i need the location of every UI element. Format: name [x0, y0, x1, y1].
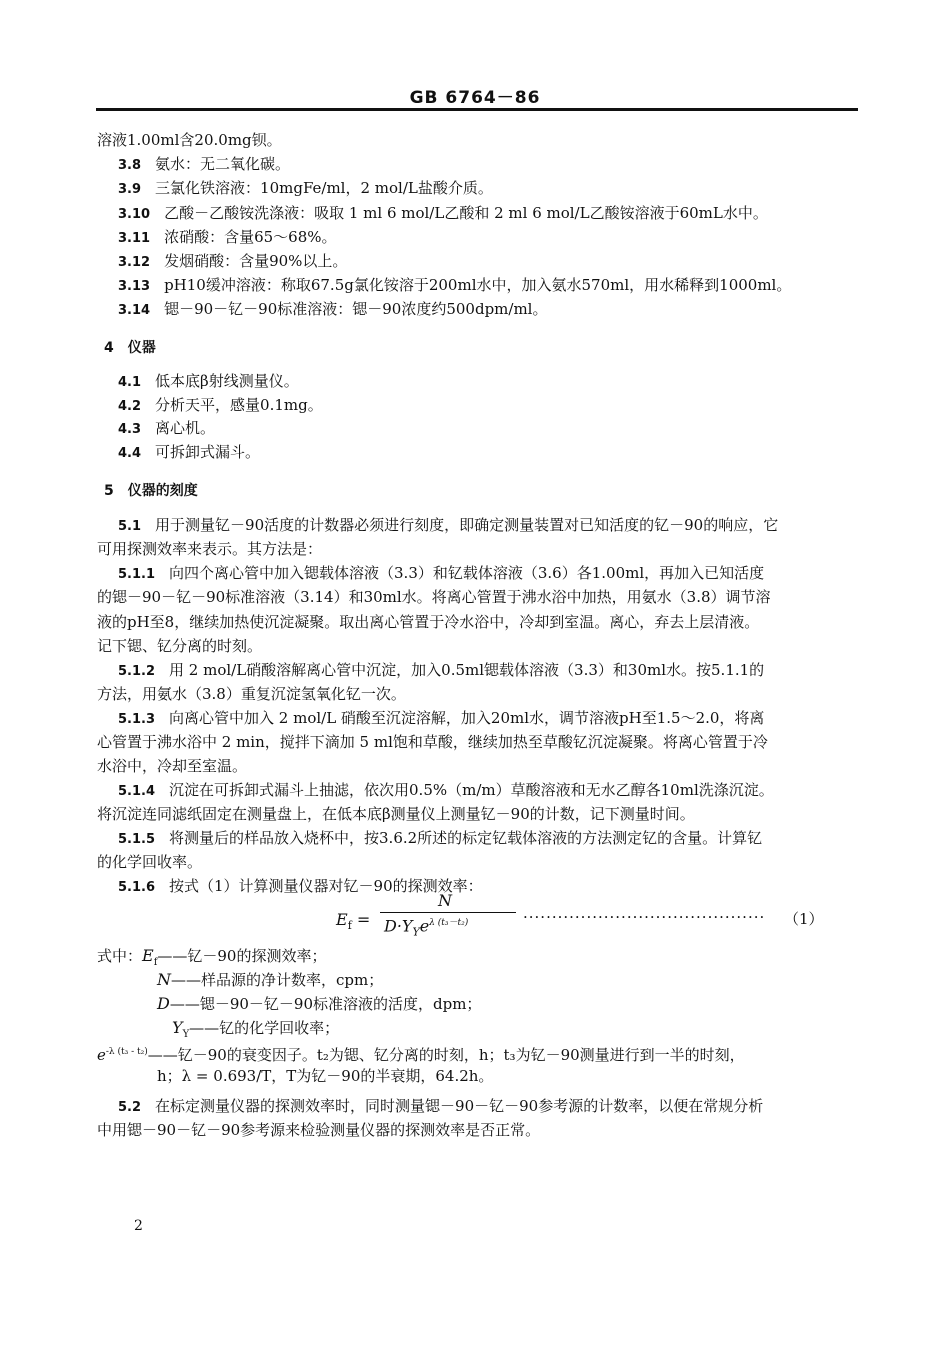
list-item — [118, 155, 290, 175]
list-item — [97, 131, 282, 149]
paragraph-number: 5.1 — [118, 519, 142, 534]
item-text: 浓硝酸：含量65～68%。 — [164, 228, 337, 246]
formula-numerator: N — [438, 891, 452, 910]
paragraph-number: 5.1.1 — [118, 567, 156, 582]
list-item — [118, 419, 215, 439]
item-text: 溶液1.00ml含20.0mg钡。 — [97, 131, 282, 149]
paragraph-line: 将测量后的样品放入烧杯中，按3.6.2所述的标定钇载体溶液的方法测定钇的含量。计算钇 — [169, 829, 763, 847]
paragraph-5-1 — [118, 516, 778, 536]
paragraph-line: 将沉淀连同滤纸固定在测量盘上，在低本底β测量仪上测量钇－90的计数，记下测量时间。 — [97, 805, 695, 823]
where-item: D——锶－90－钇－90标准溶液的活度，dpm； — [157, 994, 482, 1013]
item-number: 3.12 — [118, 255, 151, 270]
paragraph-number: 5.1.2 — [118, 664, 156, 679]
header-rule — [96, 108, 858, 111]
paragraph-line: 记下锶、钇分离的时刻。 — [97, 637, 263, 655]
item-text: 三氯化铁溶液：10mgFe/ml，2 mol/L盐酸介质。 — [155, 179, 493, 197]
list-item — [118, 228, 337, 248]
paragraph-line: 液的pH至8，继续加热使沉淀凝聚。取出离心管置于冷水浴中，冷却到室温。离心，弃去上层清液。 — [97, 613, 760, 631]
where-item: $e^{-\lambda (t_3 - t_2)}——$钇－90的衰变因子。t₂为锶、钇分离的时刻，h；t₃为钇－90测量进行到一半的时刻， — [97, 1046, 745, 1064]
paragraph-5-1-4 — [118, 781, 774, 801]
paragraph-number: 5.1.3 — [118, 712, 156, 727]
item-text: 乙酸－乙酸铵洗涤液：吸取 1 ml 6 mol/L乙酸和 2 ml 6 mol/L乙酸铵溶液于60mL水中。 — [164, 204, 768, 222]
item-number: 3.10 — [118, 207, 151, 222]
item-text: 氨水：无二氧化碳。 — [155, 155, 291, 173]
item-text: 可拆卸式漏斗。 — [155, 443, 261, 461]
item-text: 发烟硝酸：含量90%以上。 — [164, 252, 348, 270]
paragraph-line: 在标定测量仪器的探测效率时，同时测量锶－90－钇－90参考源的计数率，以便在常规分析 — [155, 1097, 764, 1115]
paragraph-line: 方法，用氨水（3.8）重复沉淀氢氧化钇一次。 — [97, 685, 406, 703]
paragraph-5-1-3 — [118, 709, 764, 729]
paragraph-5-1-2 — [118, 661, 764, 681]
paragraph-line: 沉淀在可拆卸式漏斗上抽滤，依次用0.5%（m/m）草酸溶液和无水乙醇各10ml洗涤沉淀。 — [169, 781, 774, 799]
list-item — [118, 396, 323, 416]
where-item: $E_f——$钇－90的探测效率； — [142, 946, 327, 968]
item-text: 离心机。 — [155, 419, 216, 437]
paragraph-line: 水浴中，冷却至室温。 — [97, 757, 248, 775]
item-number: 4.1 — [118, 375, 142, 390]
paragraph-number: 5.2 — [118, 1100, 142, 1115]
list-item — [118, 204, 768, 224]
formula-number: （1） — [784, 910, 824, 928]
where-continuation: h；λ = 0.693/T，T为钇－90的半衰期，64.2h。 — [157, 1067, 494, 1085]
paragraph-number: 5.1.5 — [118, 832, 156, 847]
item-text: 分析天平，感量0.1mg。 — [155, 396, 323, 414]
list-item — [118, 276, 791, 296]
item-text: 锶－90－钇－90标准溶液：锶－90浓度约500dpm/ml。 — [164, 300, 548, 318]
paragraph-line: 中用锶－90－钇－90参考源来检验测量仪器的探测效率是否正常。 — [97, 1121, 541, 1139]
where-prefix: 式中： — [97, 947, 143, 965]
item-number: 4.2 — [118, 399, 142, 414]
item-number: 3.9 — [118, 182, 142, 197]
paragraph-line: 向离心管中加入 2 mol/L 硝酸至沉淀溶解，加入20ml水，调节溶液pH至1.5～2.0，将离 — [169, 709, 765, 727]
where-item: $Y_Y——$钇的化学回收率； — [172, 1018, 340, 1040]
item-number: 3.14 — [118, 303, 151, 318]
item-number: 4.3 — [118, 422, 142, 437]
item-number: 4.4 — [118, 446, 142, 461]
paragraph-line: 心管置于沸水浴中 2 min，搅拌下滴加 5 ml饱和草酸，继续加热至草酸钇沉淀凝聚。将离心管置于冷 — [97, 733, 768, 751]
section-heading-4: 4 仪器 — [104, 340, 156, 356]
paragraph-line: 可用探测效率来表示。其方法是： — [97, 540, 323, 558]
paragraph-line: 向四个离心管中加入锶载体溶液（3.3）和钇载体溶液（3.6）各1.00ml，再加入已知活度 — [169, 564, 765, 582]
item-text: pH10缓冲溶液：称取67.5g氯化铵溶于200ml水中，加入氨水570ml，用水稀释到1000ml。 — [164, 276, 792, 294]
where-item: N——样品源的净计数率，cpm； — [157, 970, 384, 989]
page-number: 2 — [134, 1218, 143, 1234]
paragraph-5-2 — [118, 1097, 763, 1117]
paragraph-number: 5.1.6 — [118, 880, 156, 895]
paragraph-5-1-6 — [118, 877, 483, 897]
list-item — [118, 443, 260, 463]
item-number: 3.11 — [118, 231, 151, 246]
section-heading-5: 5 仪器的刻度 — [104, 483, 198, 499]
list-item — [118, 252, 347, 272]
formula-denominator: $D\cdot Y_Ye^{\lambda (t_3-t_2)}$ — [384, 916, 469, 939]
formula-fraction-bar — [380, 912, 516, 913]
paragraph-line: 用 2 mol/L硝酸溶解离心管中沉淀，加入0.5ml锶载体溶液（3.3）和30ml水。按5.1.1的 — [169, 661, 765, 679]
page-header-title: GB 6764－86 — [409, 88, 541, 108]
paragraph-5-1-1 — [118, 564, 764, 584]
list-item — [118, 300, 547, 320]
formula-lhs: $E_f$ = — [336, 910, 371, 933]
formula-leader-dots: ·········································· — [523, 908, 766, 926]
paragraph-number: 5.1.4 — [118, 784, 156, 799]
item-number: 3.13 — [118, 279, 151, 294]
paragraph-5-1-5 — [118, 829, 762, 849]
paragraph-line: 按式（1）计算测量仪器对钇－90的探测效率： — [169, 877, 483, 895]
item-text: 低本底β射线测量仪。 — [155, 372, 299, 390]
paragraph-line: 的化学回收率。 — [97, 853, 203, 871]
list-item — [118, 179, 493, 199]
item-number: 3.8 — [118, 158, 142, 173]
paragraph-line: 的锶－90－钇－90标准溶液（3.14）和30ml水。将离心管置于沸水浴中加热，用氨水（3.8）调节溶 — [97, 588, 771, 606]
list-item — [118, 372, 299, 392]
paragraph-line: 用于测量钇－90活度的计数器必须进行刻度，即确定测量装置对已知活度的钇－90的响应，它 — [155, 516, 779, 534]
